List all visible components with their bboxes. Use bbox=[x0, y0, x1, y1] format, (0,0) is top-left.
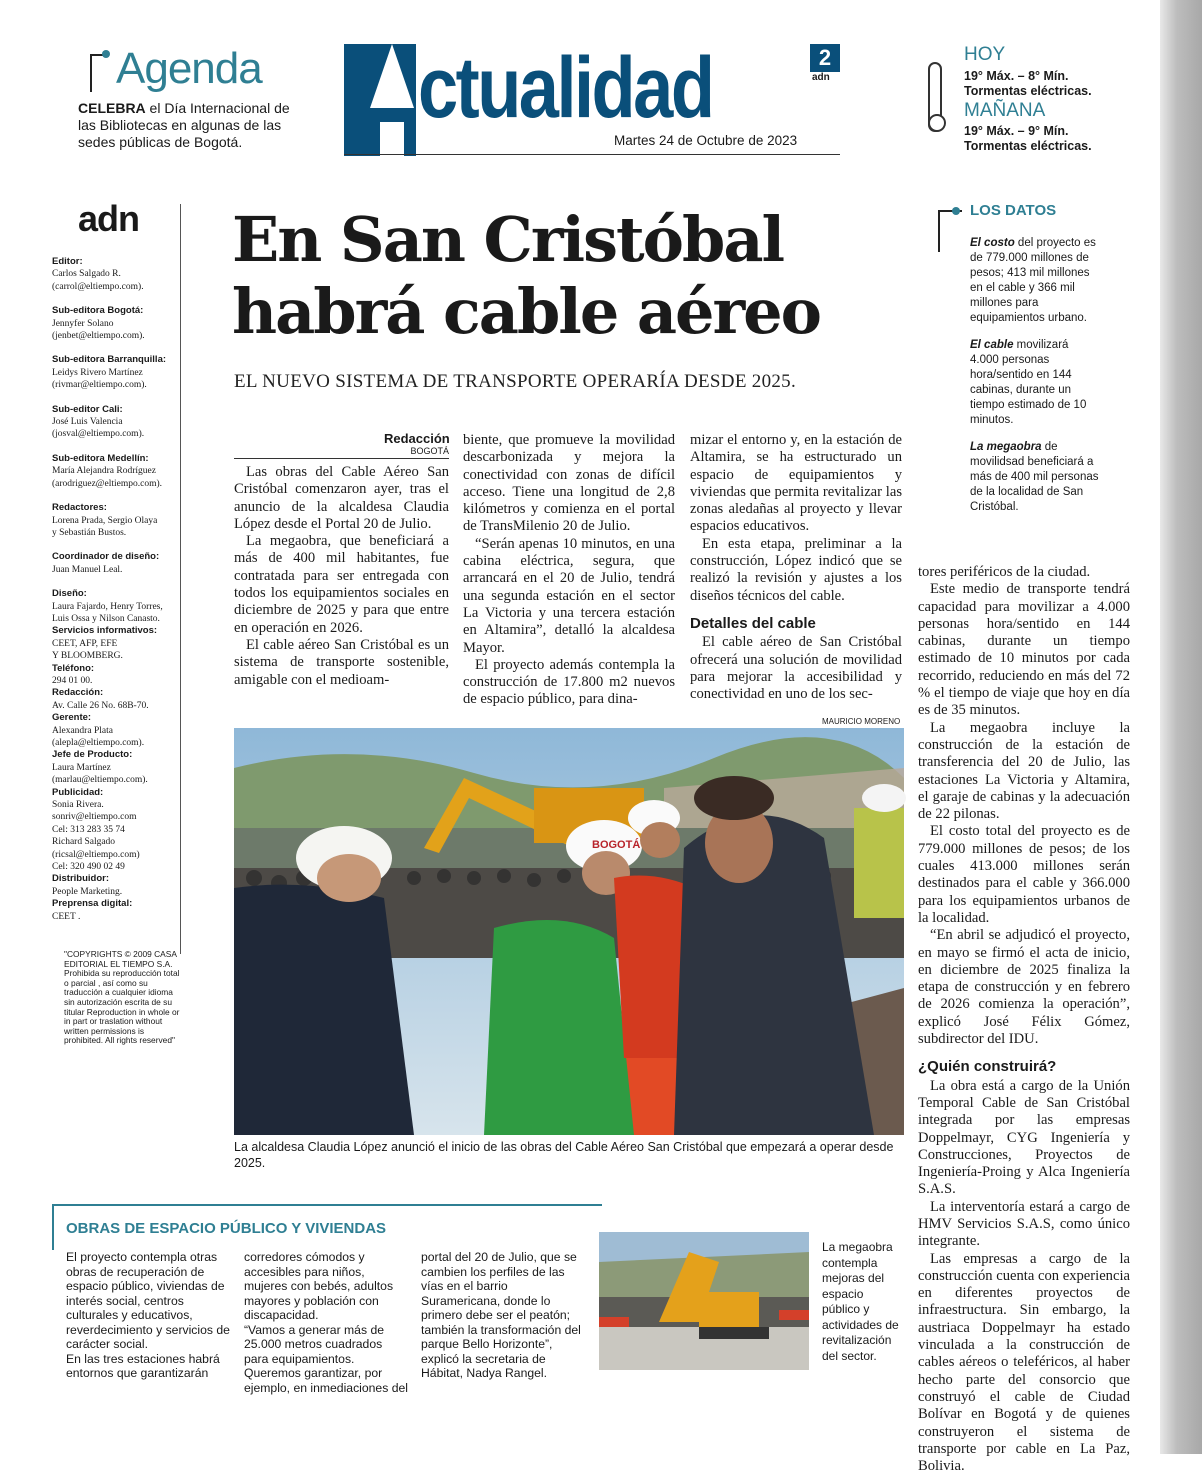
staff-line: (alepla@eltiempo.com). bbox=[52, 738, 145, 748]
staff-block bbox=[52, 712, 184, 749]
article-paragraph: “Serán apenas 10 minutos, en una cabina eléctrica, segura, que arrancará en el 20 de Julio, tendrá una segunda estación en el sector La Victoria y una tercera estación en Altamira”, detalló la alcaldesa Mayor. bbox=[463, 535, 675, 656]
staff-block bbox=[52, 898, 184, 923]
box-column-2 bbox=[244, 1250, 409, 1395]
staff-label: Sub-editora Bogotá: bbox=[52, 305, 144, 317]
box-column-1 bbox=[66, 1250, 231, 1381]
copyright-notice: "COPYRIGHTS © 2009 CASA EDITORIAL EL TIEMPO S.A. Prohibida su reproducción total o parcial , así como su traducción a cualquier idioma sin autorización escrita de su titular Reproduction in whole or in part or traslation without written permissions is prohibited. All rights reserved" bbox=[64, 949, 180, 1046]
staff-label: Jefe de Producto: bbox=[52, 749, 133, 761]
staff-block bbox=[52, 625, 184, 662]
article-paragraph: tores periféricos de la ciudad. bbox=[918, 564, 1091, 580]
weather-tomorrow-label: MAÑANA bbox=[964, 100, 1046, 121]
staff-line: People Marketing. bbox=[52, 886, 123, 897]
staff-line: Sonia Rivera. bbox=[52, 800, 104, 811]
article-column-2 bbox=[463, 432, 675, 709]
staff-line: Lorena Prada, Sergio Olaya bbox=[52, 515, 158, 526]
agenda-icon bbox=[90, 54, 108, 92]
staff-line: (rivmar@eltiempo.com). bbox=[52, 380, 147, 391]
staff-label: Sub-editora Barranquilla: bbox=[52, 354, 167, 366]
agenda-body: el Día Internacional de las Bibliotecas en algunas de las sedes públicas de Bogotá. bbox=[78, 100, 290, 150]
staff-block bbox=[52, 256, 184, 293]
staff-line: Av. Calle 26 No. 68B-70. bbox=[52, 700, 149, 711]
article-paragraph: La interventoría estará a cargo de HMV Servicios S.A.S, como único integrante. bbox=[918, 1198, 1130, 1250]
box-paragraph: En las tres estaciones habrá entornos que garantizarán bbox=[66, 1351, 220, 1380]
article-paragraph: La megaobra, que beneficiará a más de 400 mil habitantes, fue contratada para ser entregada con todos los equipamientos sociales en diciembre de 2025 y para que entre en operación en 2026. bbox=[234, 533, 449, 636]
box-paragraph: El proyecto contempla otras obras de recuperación de espacio público, viviendas de interés social, centros culturales y educativos, reverdecimiento y servicios de carácter social. bbox=[66, 1250, 230, 1351]
article-column-1 bbox=[234, 464, 449, 689]
article-column-4 bbox=[918, 564, 1130, 1475]
article-paragraph: Las empresas a cargo de la construcción cuenta con experiencia en diferentes proyectos de infraestructura. Sin embargo, la austriaca Doppelmayr ha estado vinculada a la construcción de cables aéreos o teleféricos, al haber hecho parte del consorcio que construyó el cable de Ciudad Bolívar en Bogotá y de quienes construyeron el sistema de transporte por cable en La Paz, Bolivia. bbox=[918, 1250, 1130, 1475]
agenda-title: Agenda bbox=[116, 44, 262, 93]
staff-block bbox=[52, 551, 184, 576]
staff-label: Sub-editora Medellín: bbox=[52, 452, 149, 464]
staff-label: Coordinador de diseño: bbox=[52, 551, 160, 563]
dato-key: La megaobra bbox=[970, 441, 1042, 453]
staff-line: Laura Martínez bbox=[52, 762, 111, 773]
dato-text: movilizará 4.000 personas hora/sentido en 144 cabinas, durante un tiempo estimado de 10 minutos. bbox=[970, 339, 1087, 426]
page-number: 2 bbox=[810, 44, 840, 72]
weather-tomorrow-condition: Tormentas eléctricas. bbox=[964, 139, 1092, 153]
staff-line: Carlos Salgado R. bbox=[52, 269, 121, 280]
dato-key: El cable bbox=[970, 339, 1014, 351]
datos-list bbox=[970, 236, 1100, 527]
staff-block bbox=[52, 354, 184, 391]
byline-name: Redacción bbox=[384, 431, 450, 446]
byline-city: BOGOTÁ bbox=[410, 446, 449, 456]
staff-line: Leidys Rivero Martínez bbox=[52, 367, 143, 378]
staff-label: Editor: bbox=[52, 256, 83, 267]
staff-line: (arodriguez@eltiempo.com). bbox=[52, 478, 163, 489]
staff-line: Cel: 313 283 35 74 bbox=[52, 824, 125, 835]
staff-credits bbox=[52, 256, 184, 923]
staff-label: Redacción: bbox=[52, 687, 104, 699]
page-edge-shadow bbox=[1160, 0, 1202, 1454]
staff-block bbox=[52, 787, 184, 874]
staff-line: CEET, AFP, EFE bbox=[52, 638, 118, 649]
staff-line: sonriv@eltiempo.com bbox=[52, 812, 137, 823]
dato-key: El costo bbox=[970, 237, 1015, 249]
staff-line: Y BLOOMBERG. bbox=[52, 651, 123, 662]
article-paragraph: biente, que promueve la movilidad descarbonizada y mejora la conectividad con zonas de difícil acceso. Tiene una longitud de 2,8 kilómetros y comienza en el portal de TransMilenio 20 de Julio. bbox=[463, 432, 675, 535]
staff-label: Gerente: bbox=[52, 712, 92, 724]
staff-block bbox=[52, 687, 184, 712]
staff-line: Laura Fajardo, Henry Torres, bbox=[52, 601, 163, 612]
weather-today-temps: 19° Máx. – 8° Mín. bbox=[964, 69, 1069, 83]
staff-line: (josval@eltiempo.com). bbox=[52, 429, 145, 440]
staff-block bbox=[52, 305, 184, 342]
staff-block bbox=[52, 502, 184, 539]
secondary-photo bbox=[599, 1232, 809, 1370]
staff-label: Redactores: bbox=[52, 502, 107, 514]
staff-label: Distribuidor: bbox=[52, 873, 109, 885]
staff-label: Publicidad: bbox=[52, 786, 104, 798]
byline-divider bbox=[234, 458, 449, 459]
dato-item bbox=[970, 236, 1100, 326]
staff-block bbox=[52, 404, 184, 441]
box-title: OBRAS DE ESPACIO PÚBLICO Y VIVIENDAS bbox=[66, 1220, 387, 1237]
masthead-title: ctualidad bbox=[418, 40, 713, 136]
dato-item bbox=[970, 338, 1100, 428]
staff-line: Cel: 320 490 02 49 bbox=[52, 862, 125, 873]
datos-icon bbox=[938, 210, 962, 252]
masthead-divider bbox=[344, 154, 840, 155]
photo-credit: MAURICIO MORENO bbox=[822, 717, 901, 726]
datos-title: LOS DATOS bbox=[970, 202, 1057, 219]
thermometer-icon bbox=[928, 62, 942, 132]
article-paragraph: Este medio de transporte tendrá capacidad para movilizar a 4.000 personas hora/sentido en 144 cabinas, durante un tiempo estimado de 10 minutos por cada recorrido, reduciendo en más del 72 % el tiempo de viaje que hoy en día es de 35 minutos. bbox=[918, 581, 1130, 719]
box-paragraph: corredores cómodos y accesibles para niños, mujeres con bebés, adultos mayores y población con discapacidad. bbox=[244, 1250, 394, 1322]
secondary-photo-caption: La megaobra contempla mejoras del espacio público y actividades de revitalización del sector. bbox=[822, 1240, 899, 1363]
headline-line-1: En San Cristóbal bbox=[232, 203, 784, 276]
box-paragraph: “Vamos a generar más de 25.000 metros cuadrados para equipamientos. Queremos garantizar, por ejemplo, en inmediaciones del bbox=[244, 1322, 408, 1395]
subheadline: EL NUEVO SISTEMA DE TRANSPORTE OPERARÍA DESDE 2025. bbox=[234, 371, 797, 392]
adn-logo: adn bbox=[78, 198, 140, 239]
staff-line: María Alejandra Rodríguez bbox=[52, 466, 156, 477]
dato-text: del proyecto es de 779.000 millones de pesos; 413 mil millones en el cable y 366 mil millones para equipamientos urbano. bbox=[970, 237, 1096, 324]
article-paragraph: El cable aéreo San Cristóbal es un sistema de transporte sostenible, amigable con el medioam- bbox=[234, 636, 449, 688]
staff-line: Alexandra Plata bbox=[52, 725, 113, 736]
staff-line: Luis Ossa y Nilson Canasto. bbox=[52, 613, 160, 624]
weather-tomorrow-temps: 19° Máx. – 9° Mín. bbox=[964, 124, 1069, 138]
staff-line: y Sebastián Bustos. bbox=[52, 527, 127, 538]
staff-label: Teléfono: bbox=[52, 662, 95, 674]
agenda-lead: CELEBRA bbox=[78, 100, 146, 116]
staff-label: Sub-editor Cali: bbox=[52, 403, 123, 415]
staff-line: (marlau@eltiempo.com). bbox=[52, 775, 148, 786]
masthead-adn-small: adn bbox=[812, 72, 830, 83]
article-paragraph: “En abril se adjudicó el proyecto, en mayo se firmó el acta de inicio, en diciembre de 2025 finaliza la etapa de construcción y en febrero de 2026 comienza la operación”, explicó José Félix Gómez, subdirector del IDU. bbox=[918, 927, 1130, 1048]
box-frame-top bbox=[52, 1204, 602, 1206]
main-photo bbox=[234, 728, 904, 1135]
headline bbox=[232, 204, 872, 348]
article-paragraph: El costo total del proyecto es de 779.000 millones de pesos; de los cuales 413.000 millones serán destinados para el cable y 366.000 para los equipamientos urbanos de la localidad. bbox=[918, 823, 1130, 926]
staff-line: Juan Manuel Leal. bbox=[52, 564, 123, 575]
byline bbox=[384, 431, 449, 456]
article-column-3 bbox=[690, 432, 902, 703]
staff-block bbox=[52, 749, 184, 786]
staff-label: Diseño: bbox=[52, 588, 87, 600]
article-paragraph: La obra está a cargo de la Unión Temporal Cable de San Cristóbal integrada por las empresas Doppelmayr, CYG Ingeniería y Construcciones, Proyectos de Ingeniería-Proing y Alca Ingeniería S.A.S. bbox=[918, 1077, 1130, 1198]
headline-line-2: habrá cable aéreo bbox=[232, 275, 820, 348]
staff-line: CEET . bbox=[52, 911, 81, 922]
staff-block bbox=[52, 588, 184, 625]
photo-caption: La alcaldesa Claudia López anunció el inicio de las obras del Cable Aéreo San Cristóbal que empezará a operar desde 2025. bbox=[234, 1140, 894, 1170]
agenda-text bbox=[78, 100, 303, 151]
issue-date: Martes 24 de Octubre de 2023 bbox=[614, 133, 798, 148]
staff-line: (jenbet@eltiempo.com). bbox=[52, 331, 145, 342]
staff-line: (carrol@eltiempo.com). bbox=[52, 281, 144, 292]
box-paragraph: portal del 20 de Julio, que se cambien los perfiles de las vías en el barrio Suramericana, donde lo primero debe ser el peatón; también la transformación del parque Bello Horizonte”, explicó la secretaria de Hábitat, Nadya Rangel. bbox=[421, 1250, 581, 1380]
staff-line: Richard Salgado bbox=[52, 837, 116, 848]
weather-today-label: HOY bbox=[964, 44, 1006, 65]
staff-line: 294 01 00. bbox=[52, 675, 93, 686]
article-paragraph: El cable aéreo de San Cristóbal ofrecerá una solución de movilidad para mejorar la accesibilidad y conectividad en uno de los sec- bbox=[690, 634, 902, 703]
article-paragraph: mizar el entorno y, en la estación de Altamira, se ha estructurado un espacio de equipamientos y viviendas que permita revitalizar las zonas aledañas al proyecto y llevar espacios educativos. bbox=[690, 432, 902, 535]
box-frame-left bbox=[52, 1204, 54, 1250]
staff-line: José Luis Valencia bbox=[52, 417, 123, 428]
article-subhead: Detalles del cable bbox=[690, 614, 816, 632]
dato-item bbox=[970, 440, 1100, 515]
article-paragraph: El proyecto además contempla la construcción de 17.800 m2 nuevos de espacio público, para dina- bbox=[463, 656, 675, 708]
box-column-3 bbox=[421, 1250, 586, 1381]
masthead-a-logo bbox=[344, 44, 416, 156]
staff-label: Servicios informativos: bbox=[52, 625, 158, 637]
staff-line: Jennyfer Solano bbox=[52, 318, 114, 329]
helmet-label: BOGOTÁ bbox=[592, 839, 641, 851]
article-subhead: ¿Quién construirá? bbox=[918, 1058, 1057, 1076]
article-paragraph: La megaobra incluye la construcción de la estación de transferencia del 20 de Julio, las estaciones La Victoria y Altamira, el garaje de cabinas y la adecuación de 22 pilonas. bbox=[918, 719, 1130, 823]
staff-label: Preprensa digital: bbox=[52, 898, 133, 910]
article-paragraph: En esta etapa, preliminar a la construcción, López indicó que se realizó la revisión y ajustes a los diseños técnicos del cable. bbox=[690, 535, 902, 604]
dato-text: de movilidsad beneficiará a más de 400 mil personas de la localidad de San Cristóbal. bbox=[970, 441, 1099, 513]
article-paragraph: Las obras del Cable Aéreo San Cristóbal comenzaron ayer, tras el anuncio de la alcaldesa Claudia López desde el Portal 20 de Julio. bbox=[234, 464, 449, 532]
staff-block bbox=[52, 873, 184, 898]
staff-block bbox=[52, 453, 184, 490]
staff-line: (ricsal@eltiempo.com) bbox=[52, 849, 140, 860]
weather-today-condition: Tormentas eléctricas. bbox=[964, 84, 1092, 98]
staff-block bbox=[52, 663, 184, 688]
